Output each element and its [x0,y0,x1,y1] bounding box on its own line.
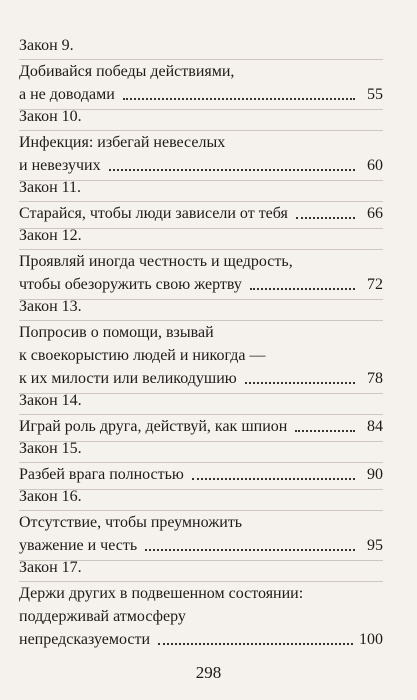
entry-last-line [19,202,383,225]
dot-leader [295,429,355,432]
entry-title-line: Добивайся победы действиями, [19,63,235,80]
entry-title-line: Попросив о помощи, взывай [19,324,214,341]
entry-title-end: к их милости или великодушию [19,370,237,387]
page-ref: 95 [367,537,383,554]
law-heading: Закон 13. [19,295,383,321]
entry-title-end: чтобы обезоружить свою жертву [19,276,242,293]
page-ref: 84 [367,418,383,435]
toc-entry-law-17 [19,556,383,651]
entry-title-line: поддерживай атмосферу [19,608,186,625]
entry-title-line: Отсутствие, чтобы преумножить [19,514,243,531]
page-ref: 55 [367,86,383,103]
law-heading: Закон 16. [19,485,383,511]
entry-last-line [19,154,383,177]
toc-entry-law-12 [19,224,383,300]
entry-title-line: Держи других в подвешенном состоянии: [19,585,304,602]
entry-last-line [19,463,383,486]
dot-leader [123,97,355,100]
entry-title-end: Играй роль друга, действуй, как шпион [19,418,288,435]
entry-last-line [19,273,383,296]
law-heading: Закон 12. [19,224,383,250]
dot-leader [145,548,355,551]
entry-title-line: Инфекция: избегай невеселых [19,134,226,151]
toc-entry-law-11 [19,176,383,229]
entry-title-end: а не доводами [19,86,115,103]
entry-title-end: непредсказуемости [19,631,151,648]
page-number: 298 [195,663,222,682]
toc-entry-law-16 [19,485,383,561]
entry-last-line [19,628,383,651]
dot-leader [109,168,355,171]
dot-leader [192,477,355,480]
entry-title-end: Разбей врага полностью [19,466,184,483]
dot-leader [296,216,355,219]
dot-leader [245,381,355,384]
page-ref: 90 [367,466,383,483]
page-ref: 60 [367,157,383,174]
toc-entry-law-9 [19,34,383,110]
entry-last-line [19,367,383,390]
law-heading: Закон 17. [19,556,383,582]
toc-entry-law-10 [19,105,383,181]
entry-last-line [19,534,383,557]
law-heading: Закон 14. [19,389,383,415]
law-heading: Закон 10. [19,105,383,131]
page-ref: 66 [367,205,383,222]
law-heading: Закон 15. [19,437,383,463]
law-heading: Закон 9. [19,34,383,60]
law-heading: Закон 11. [19,176,383,202]
entry-title-line: Проявляй иногда честность и щедрость, [19,253,293,270]
toc-entry-law-13 [19,295,383,394]
entry-last-line [19,83,383,106]
toc-entry-law-15 [19,437,383,490]
toc-entry-law-14 [19,389,383,442]
page-ref: 72 [367,276,383,293]
page-ref: 100 [359,631,383,648]
entry-title-end: Старайся, чтобы люди зависели от тебя [19,205,288,222]
entry-title-line: к своекорыстию людей и никогда — [19,347,266,364]
entry-title-end: и невезучих [19,157,101,174]
dot-leader [158,642,353,645]
entry-last-line [19,415,383,438]
dot-leader [250,287,355,290]
entry-title-end: уважение и честь [19,537,138,554]
page-ref: 78 [367,370,383,387]
